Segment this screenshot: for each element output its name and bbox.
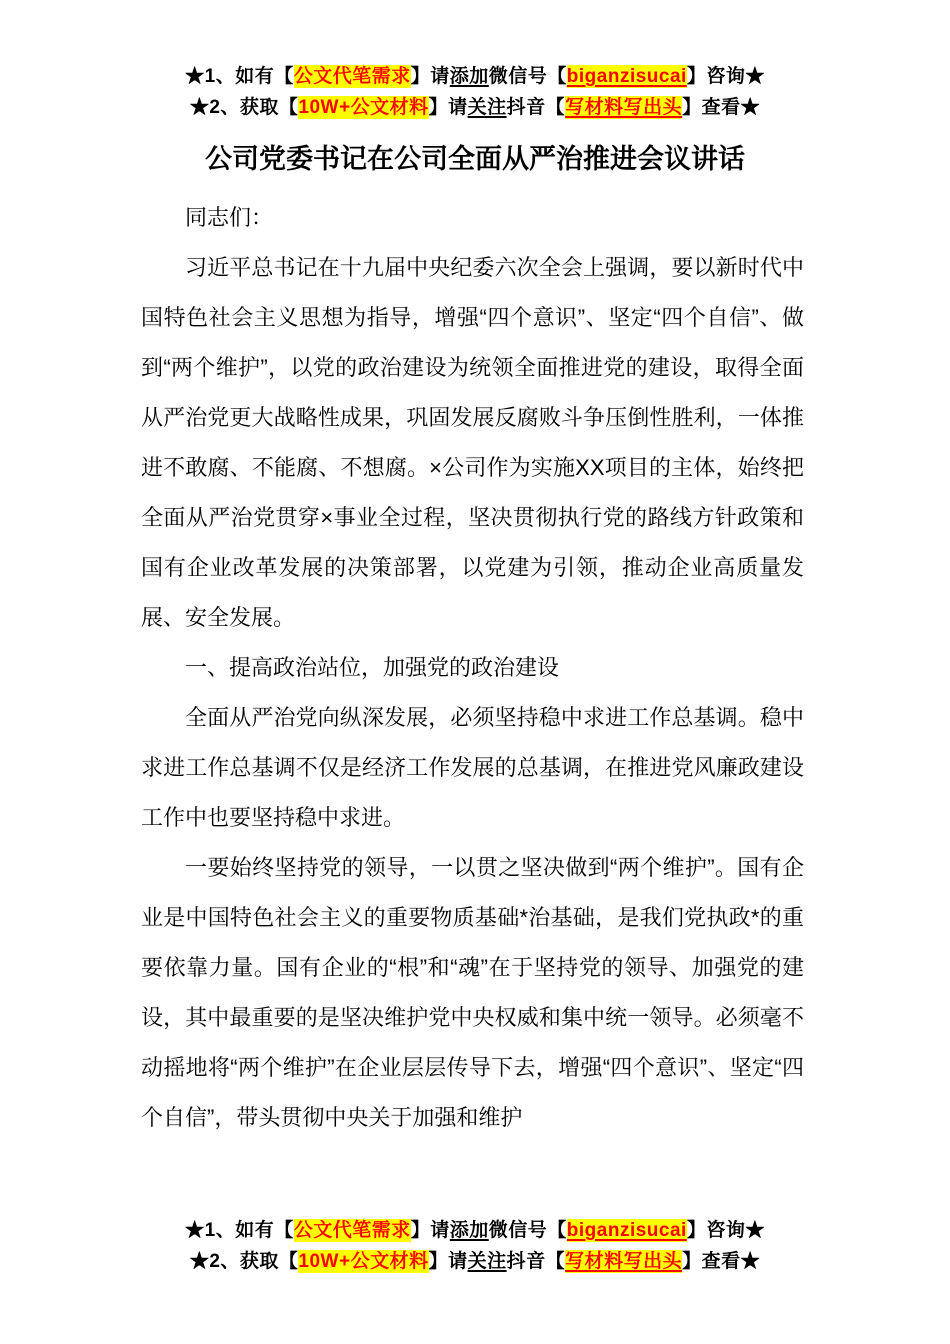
promo-segment: 】咨询★ [686, 1220, 765, 1241]
body-paragraph: 全面从严治党向纵深发展，必须坚持稳中求进工作总基调。稳中求进工作总基调不仅是经济工作发展的总基调，在推进党风廉政建设工作中也要坚持稳中求进。 [141, 705, 804, 830]
promo-segment: 公文代笔需求 [293, 1220, 411, 1241]
footer-promo-line-1 [0, 1215, 950, 1246]
promo-segment: ★1、如有【 [185, 66, 294, 87]
body-paragraph: 同志们： [185, 205, 274, 230]
body-paragraph: 习近平总书记在十九届中央纪委六次全会上强调，要以新时代中国特色社会主义思想为指导，增强“四个意识”、坚定“四个自信”、做到“两个维护”，以党的政治建设为统领全面推进党的建设，取得全面从严治党更大战略性成果，巩固发展反腐败斗争压倒性胜利，一体推进不敢腐、不能腐、不想腐。×公司作为实施XX项目的主体，始终把全面从严治党贯穿×事业全过程，坚决贯彻执行党的路线方针政策和国有企业改革发展的决策部署，以党建为引领，推动企业高质量发展、安全发展。 [141, 255, 804, 630]
promo-segment: 关注 [467, 1251, 507, 1272]
promo-segment: biganzisucai [566, 1220, 687, 1241]
promo-segment: 添加 [449, 1220, 489, 1241]
footer-promo-banner [0, 1215, 950, 1277]
header-promo-line-1 [0, 61, 950, 92]
document-body [141, 193, 804, 1143]
promo-segment: 】请 [428, 1251, 468, 1272]
promo-segment: 10W+公文材料 [298, 97, 429, 118]
promo-segment: ★2、获取【 [189, 1251, 299, 1272]
promo-segment: 微信号【 [488, 66, 567, 87]
body-paragraph: 一要始终坚持党的领导，一以贯之坚决做到“两个维护”。国有企业是中国特色社会主义的重要物质基础*治基础，是我们党执政*的重要依靠力量。国有企业的“根”和“魂”在于坚持党的领导、加强党的建设，其中最重要的是坚决维护党中央权威和集中统一领导。必须毫不动摇地将“两个维护”在企业层层传导下去，增强“四个意识”、坚定“四个自信”，带头贯彻中央关于加强和维护 [141, 855, 804, 1130]
promo-segment: ★2、获取【 [189, 97, 299, 118]
promo-segment: 10W+公文材料 [298, 1251, 429, 1272]
promo-segment: 】请 [410, 1220, 450, 1241]
promo-segment: 微信号【 [488, 1220, 567, 1241]
promo-segment: 】请 [428, 97, 468, 118]
promo-segment: 添加 [449, 66, 489, 87]
header-promo-banner [0, 61, 950, 123]
header-promo-line-2 [0, 92, 950, 123]
promo-segment: 抖音【 [506, 1251, 566, 1272]
promo-segment: 】咨询★ [686, 66, 765, 87]
promo-segment: 】查看★ [682, 97, 761, 118]
promo-segment: 】请 [410, 66, 450, 87]
footer-promo-line-2 [0, 1246, 950, 1277]
promo-segment: 公文代笔需求 [293, 66, 411, 87]
promo-segment: biganzisucai [566, 66, 687, 87]
promo-segment: ★1、如有【 [185, 1220, 294, 1241]
promo-segment: 抖音【 [506, 97, 566, 118]
promo-segment: 】查看★ [682, 1251, 761, 1272]
promo-segment: 写材料写出头 [565, 1251, 683, 1272]
document-title: 公司党委书记在公司全面从严治推进会议讲话 [205, 144, 745, 174]
promo-segment: 关注 [467, 97, 507, 118]
promo-segment: 写材料写出头 [565, 97, 683, 118]
body-paragraph: 一、提高政治站位，加强党的政治建设 [185, 655, 560, 680]
